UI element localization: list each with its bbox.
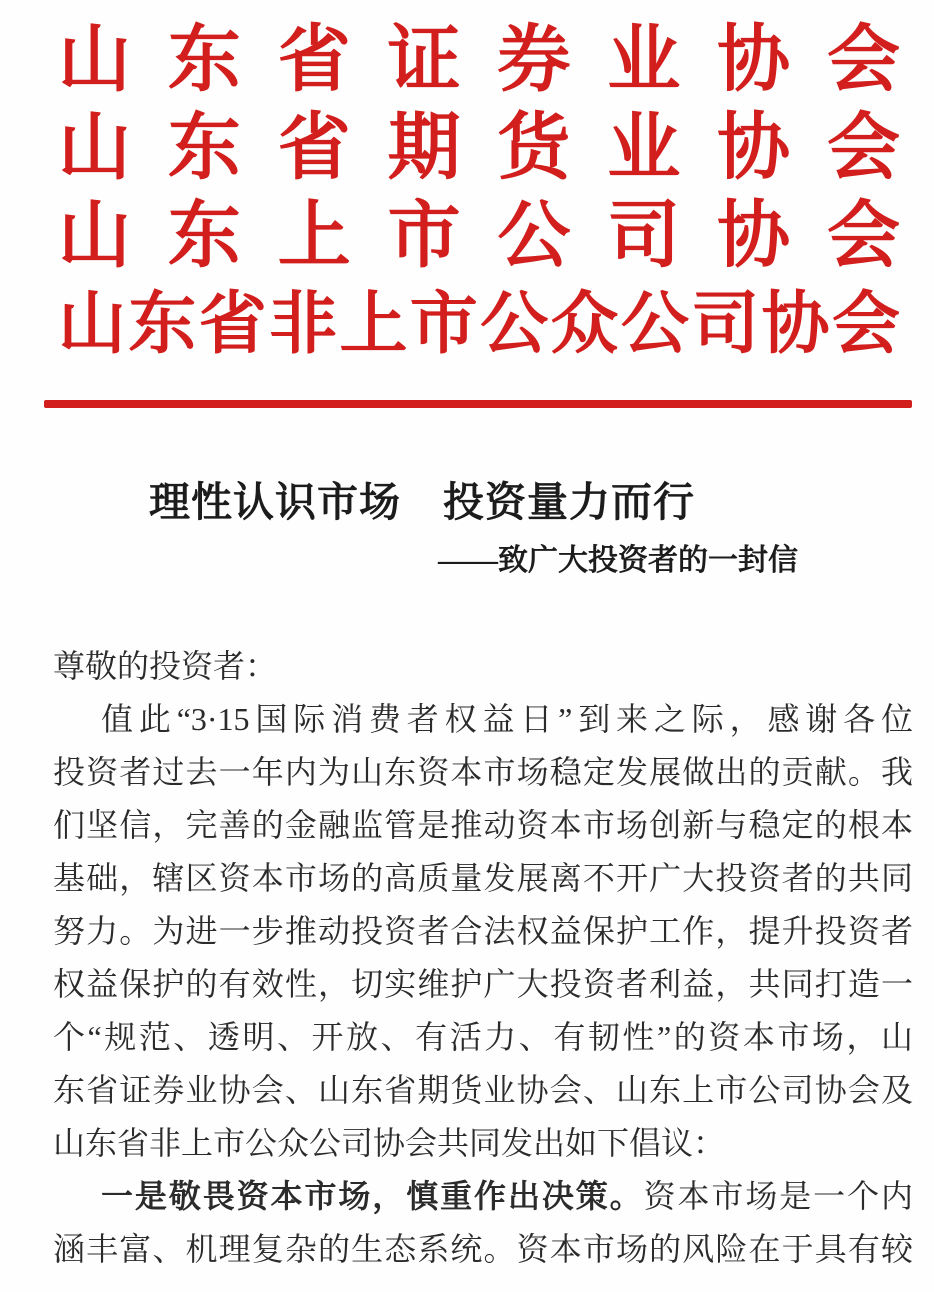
body-text-segment: 东省证券业协会、山东省期货业协会、山东上市公司协会及	[53, 1072, 913, 1108]
body-text-segment: 涵丰富、机理复杂的生态系统。资本市场的风险在于具有较	[53, 1231, 913, 1267]
body-line	[53, 958, 913, 1011]
letter-title: 理性认识市场 投资量力而行	[149, 479, 695, 525]
red-divider-rule	[44, 400, 912, 408]
body-line	[53, 640, 913, 693]
body-line	[53, 1064, 913, 1117]
body-text-segment: 权益保护的有效性，切实维护广大投资者利益，共同打造一	[53, 966, 913, 1002]
body-text-segment: 们坚信，完善的金融监管是推动资本市场创新与稳定的根本	[53, 807, 913, 843]
body-text-segment: 努力。为进一步推动投资者合法权益保护工作，提升投资者	[53, 913, 913, 949]
body-text-bold-segment: 一是敬畏资本市场，慎重作出决策。	[101, 1178, 644, 1214]
letterhead	[58, 16, 900, 368]
letter-body	[53, 640, 913, 1276]
body-text-segment: 值此“3·15国际消费者权益日”到来之际，感谢各位	[101, 701, 913, 737]
body-line	[53, 1223, 913, 1276]
title-block	[0, 476, 934, 578]
body-line	[53, 799, 913, 852]
letterhead-line: 山东省非上市公众公司协会	[58, 286, 900, 362]
body-text-segment: 山东省非上市公众公司协会共同发出如下倡议：	[53, 1125, 726, 1161]
letter-subtitle: ——致广大投资者的一封信	[438, 544, 798, 577]
body-text-segment: 资本市场是一个内	[643, 1178, 913, 1214]
body-line	[53, 1011, 913, 1064]
body-line	[53, 693, 913, 746]
body-text-segment: 投资者过去一年内为山东资本市场稳定发展做出的贡献。我	[53, 754, 913, 790]
letterhead-line: 山东省证券业协会	[58, 19, 900, 100]
letterhead-line: 山东省期货业协会	[58, 107, 900, 188]
body-line	[53, 1117, 913, 1170]
body-line	[53, 852, 913, 905]
body-text-segment: 尊敬的投资者：	[53, 648, 278, 684]
body-text-segment: 基础，辖区资本市场的高质量发展离不开广大投资者的共同	[53, 860, 913, 896]
body-text-segment: 个“规范、透明、开放、有活力、有韧性”的资本市场，山	[53, 1019, 913, 1055]
body-line	[53, 905, 913, 958]
body-line	[53, 1170, 913, 1223]
letterhead-line: 山东上市公司协会	[58, 195, 900, 276]
body-line	[53, 746, 913, 799]
